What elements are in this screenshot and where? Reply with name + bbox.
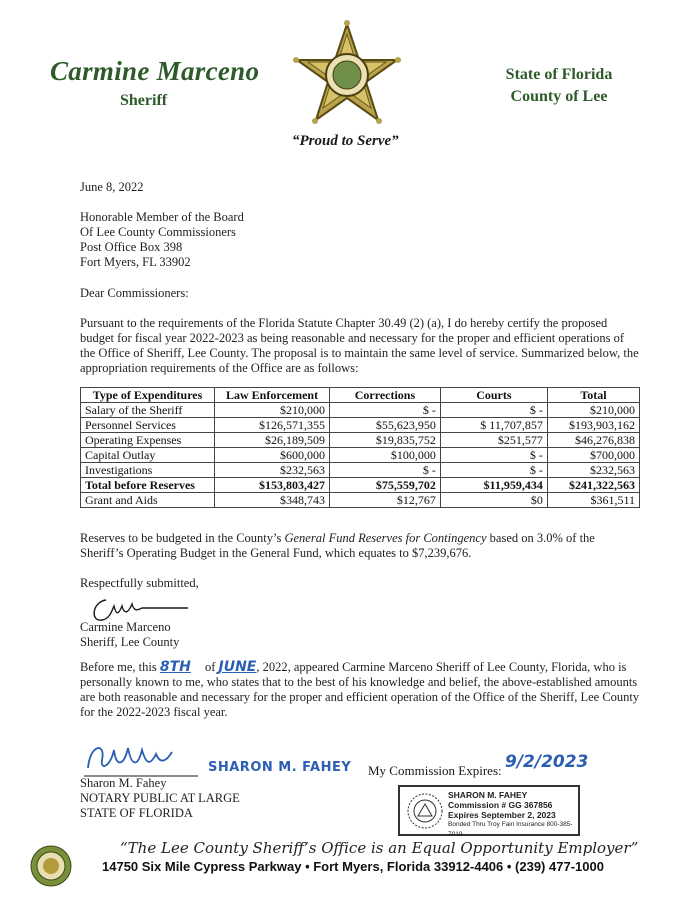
notary-stamp [398,785,580,836]
reserves-text: based on 3.0% of the Sheriff’s Operating Budget in the General Fund, which equates to $7,239,676. [80,531,595,560]
table-row [81,463,640,478]
equal-opportunity-statement: “The Lee County Sheriff’s Office is an Equal Opportunity Employer” [120,839,639,857]
state-line: State of Florida [505,66,613,83]
table-cell: $100,000 [330,448,441,463]
commission-expiry-date: 9/2/2023 [505,752,589,772]
table-header-row [81,388,640,403]
table-total-row [81,478,640,493]
table-cell: Total before Reserves [81,478,215,493]
reserves-paragraph [80,531,640,561]
notary-seal-icon [406,792,444,830]
table-cell: $210,000 [215,403,330,418]
table-cell: $ 11,707,857 [440,418,547,433]
table-cell: $ - [330,403,441,418]
notary-signature-icon [80,738,200,780]
table-cell: Operating Expenses [81,433,215,448]
table-cell: $12,767 [330,493,441,508]
table-cell: $232,563 [215,463,330,478]
certification-paragraph: Pursuant to the requirements of the Florida Statute Chapter 30.49 (2) (a), I do hereby certify the proposed budget for fiscal year 2022-2023 as being reasonable and necessary for the proper and efficient operations of the Office of Sheriff, Lee County. The proposal is to maintain the same level of service. Summarized below, the appropriation requirements of the Office are as follows: [80,316,639,375]
table-cell: $0 [440,493,547,508]
sheriff-star-badge-icon [292,20,402,130]
salutation: Dear Commissioners: [80,286,189,300]
table-row [81,448,640,463]
table-cell: $251,577 [440,433,547,448]
table-cell: Salary of the Sheriff [81,403,215,418]
county-seal-icon [30,845,72,887]
recipient-address [80,210,244,270]
table-row [81,403,640,418]
motto: “Proud to Serve” [292,133,399,149]
budget-table [80,387,640,508]
footer-address: 14750 Six Mile Cypress Parkway • Fort Myers, Florida 33912-4406 • (239) 477-1000 [102,859,604,874]
stamp-expires: Expires September 2, 2023 [448,810,556,820]
notary-text: of [201,660,219,674]
table-cell: $700,000 [547,448,639,463]
table-cell: $210,000 [547,403,639,418]
table-cell: $26,189,509 [215,433,330,448]
table-cell: $241,322,563 [547,478,639,493]
recipient-line: Of Lee County Commissioners [80,225,236,239]
table-cell: Investigations [81,463,215,478]
table-cell: $55,623,950 [330,418,441,433]
sheriff-title: Sheriff [120,92,168,109]
table-cell: Capital Outlay [81,448,215,463]
notary-text: , 2022, appeared Carmine Marceno Sheriff of Lee County, Florida, who is personally known to me, who states that to the best of his knowledge and belief, the above-established amounts are both reasonable and necessary for the proper and efficient operation of the Office of the Sheriff, Lee County for the 2022-2023 fiscal year. [80,660,640,719]
notary-text: Before me, this [80,660,160,674]
letter-date: June 8, 2022 [80,180,144,194]
recipient-line: Fort Myers, FL 33902 [80,255,191,269]
column-header: Law Enforcement [215,388,330,403]
table-cell: $153,803,427 [215,478,330,493]
notary-name: Sharon M. Fahey [80,776,167,790]
column-header: Courts [440,388,547,403]
table-cell: $19,835,752 [330,433,441,448]
table-cell: Personnel Services [81,418,215,433]
table-cell: $ - [440,403,547,418]
closing: Respectfully submitted, [80,576,199,590]
table-cell: $600,000 [215,448,330,463]
signer-block [80,620,179,650]
reserves-fund-name: General Fund Reserves for Contingency [284,531,487,545]
table-cell: $ - [440,463,547,478]
table-cell: $126,571,355 [215,418,330,433]
table-cell: Grant and Aids [81,493,215,508]
table-cell: $11,959,434 [440,478,547,493]
stamp-commission: Commission # GG 367856 [448,800,553,810]
table-cell: $348,743 [215,493,330,508]
table-cell: $193,903,162 [547,418,639,433]
column-header: Corrections [330,388,441,403]
signer-title: Sheriff, Lee County [80,635,180,649]
table-row [81,493,640,508]
handwritten-day: 8TH [159,659,191,675]
notary-block [80,776,240,821]
table-cell: $ - [330,463,441,478]
table-cell: $46,276,838 [547,433,639,448]
table-row [81,433,640,448]
notary-state: STATE OF FLORIDA [80,806,193,820]
stamp-text [448,790,578,840]
table-row [81,418,640,433]
state-county-heading [494,64,624,108]
commission-label: My Commission Expires: [368,763,502,778]
table-cell: $75,559,702 [330,478,441,493]
stamp-name: SHARON M. FAHEY [448,790,528,800]
handwritten-month: JUNE [218,659,257,675]
handwritten-printed-name: SHARON M. FAHEY [208,760,352,775]
recipient-line: Post Office Box 398 [80,240,183,254]
recipient-line: Honorable Member of the Board [80,210,244,224]
table-cell: $361,511 [547,493,639,508]
signer-name: Carmine Marceno [80,620,171,634]
table-cell: $232,563 [547,463,639,478]
stamp-bonded: Bonded Thru Troy Fain Insurance 800-385-7019 [448,821,573,838]
table-cell: $ - [440,448,547,463]
reserves-text: Reserves to be budgeted in the County’s [80,531,285,545]
sheriff-name: Carmine Marceno [50,56,260,86]
column-header: Total [547,388,639,403]
notary-title: NOTARY PUBLIC AT LARGE [80,791,240,805]
county-line: County of Lee [510,88,608,105]
column-header: Type of Expenditures [81,388,215,403]
notary-paragraph [80,660,640,720]
